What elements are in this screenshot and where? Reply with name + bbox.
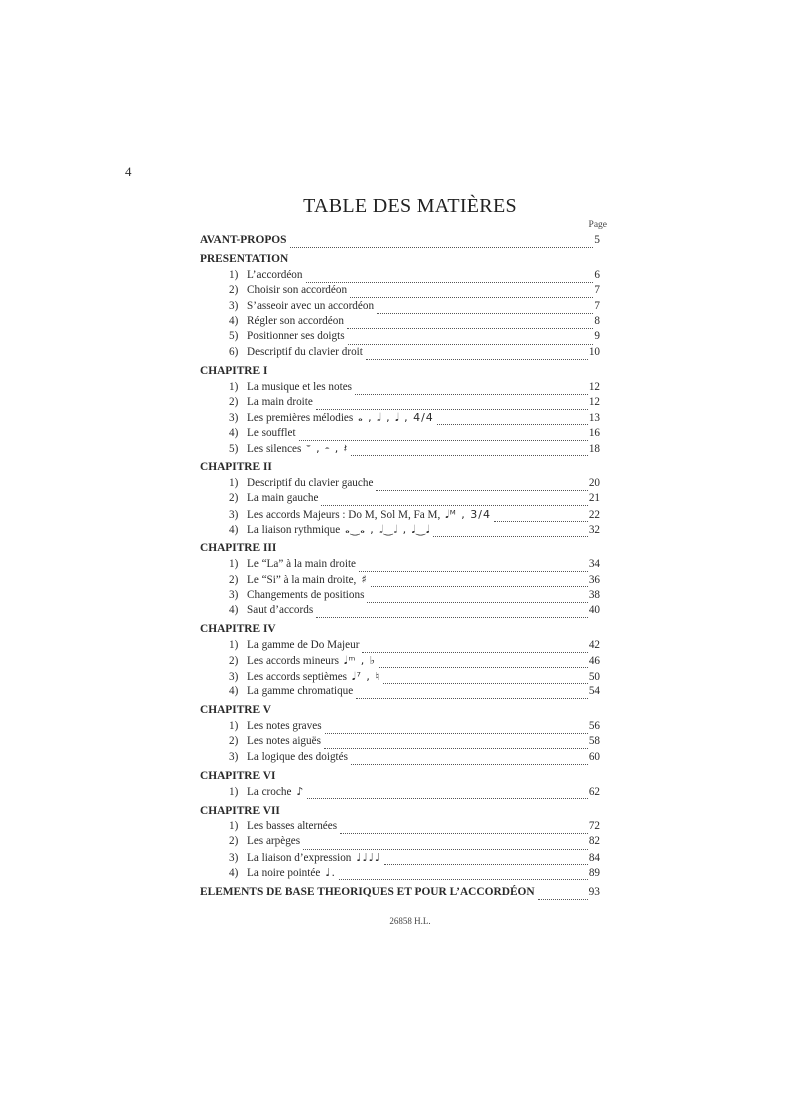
toc-entry[interactable]: 1) La gamme de Do Majeur 42 [200,639,600,654]
tied-notes-icon: 𝅝‿𝅝 , 𝅗𝅥‿𝅗𝅥 , 𝅘𝅥‿𝅘𝅥 [345,523,431,537]
toc-entry[interactable]: 5) Les silences 𝄻 , 𝄼 , 𝄽 18 [229,442,600,456]
toc-entry[interactable]: 1) L’accordéon 6 [200,269,600,284]
section-heading-chapitre-7: CHAPITRE VII [200,804,280,817]
toc-entry[interactable]: 3) Les accords Majeurs : Do M, Sol M, Fa M, 𝅘𝅥ᴹ , 3/4 22 [229,507,600,521]
dotted-quarter-note-icon: ♩. [325,866,336,880]
section-heading-chapitre-3: CHAPITRE III [200,542,277,555]
toc-entry[interactable]: 2) Le “Si” à la main droite, ♯ 36 [229,573,600,587]
toc-entry[interactable]: 6) Descriptif du clavier droit 10 [200,346,600,361]
toc-entry[interactable]: 4) La liaison rythmique 𝅝‿𝅝 , 𝅗𝅥‿𝅗𝅥 , 𝅘𝅥‿𝅘𝅥 32 [229,523,600,537]
section-heading-chapitre-6: CHAPITRE VI [200,769,276,782]
toc-entry[interactable]: 5) Positionner ses doigts 9 [200,330,600,345]
eighth-note-icon: ♪ [296,785,305,799]
toc-entry[interactable]: 4) La noire pointée ♩. 89 [229,866,600,880]
toc-entry[interactable]: 3) Les premières mélodies 𝅝 , 𝅗𝅥 , 𝅘𝅥 , 4/4 13 [229,411,600,425]
minor-chord-flat-icon: 𝅘𝅥ᵐ , ♭ [343,654,376,668]
major-chord-icon: 𝅘𝅥ᴹ , 3/4 [445,507,491,521]
toc-entry[interactable]: 2) Choisir son accordéon 7 [200,284,600,299]
section-heading-presentation: PRESENTATION [200,253,289,266]
toc-entry-avant-propos[interactable]: AVANT-PROPOS 5 [200,234,600,249]
page-column-label: Page [588,220,607,230]
section-heading-chapitre-5: CHAPITRE V [200,704,271,717]
toc-entry[interactable]: 1) La musique et les notes 12 [200,381,600,396]
toc-entry[interactable]: 2) La main droite 12 [200,396,600,411]
toc-entry[interactable]: 2) Les arpèges 82 [200,835,600,850]
toc-entry[interactable]: 1) Les notes graves 56 [200,720,600,735]
toc-entry[interactable]: 3) Changements de positions 38 [200,589,600,604]
music-rests-icon: 𝄻 , 𝄼 , 𝄽 [306,442,349,456]
toc-entry[interactable]: 3) S’asseoir avec un accordéon 7 [200,300,600,315]
sharp-icon: ♯ [361,573,368,587]
leader-dots [290,239,594,248]
table-of-contents [200,234,600,901]
toc-entry[interactable]: 3) La logique des doigtés 60 [200,751,600,766]
publisher-reference: 26858 H.L. [389,916,431,926]
toc-entry[interactable]: 3) Les accords septièmes 𝅘𝅥⁷ , ♮ 50 [229,669,600,683]
toc-entry[interactable]: 1) Le “La” à la main droite 34 [200,558,600,573]
toc-entry-elements[interactable]: ELEMENTS DE BASE THEORIQUES ET POUR L’ACCORDÉON 93 [200,886,600,901]
toc-entry[interactable]: 2) Les notes aiguës 58 [200,735,600,750]
toc-entry[interactable]: 4) Saut d’accords 40 [200,604,600,619]
leader-dots [538,891,588,900]
toc-entry[interactable]: 3) La liaison d’expression ♩♩♩♩ 84 [229,850,600,864]
page-title: TABLE DES MATIÈRES [303,195,517,217]
page-number: 4 [125,164,132,179]
section-heading-chapitre-4: CHAPITRE IV [200,623,276,636]
slurred-quarter-notes-icon: ♩♩♩♩ [356,850,382,864]
toc-entry[interactable]: 1) La croche ♪ 62 [229,785,600,799]
toc-entry[interactable]: 4) Le soufflet 16 [200,427,600,442]
toc-entry[interactable]: 4) Régler son accordéon 8 [200,315,600,330]
section-heading-chapitre-2: CHAPITRE II [200,461,272,474]
music-notes-icon: 𝅝 , 𝅗𝅥 , 𝅘𝅥 , 4/4 [358,411,434,425]
toc-entry[interactable]: 2) Les accords mineurs 𝅘𝅥ᵐ , ♭ 46 [229,654,600,668]
toc-entry[interactable]: 2) La main gauche 21 [200,492,600,507]
section-heading-chapitre-1: CHAPITRE I [200,365,268,378]
seventh-chord-natural-icon: 𝅘𝅥⁷ , ♮ [352,669,381,683]
toc-entry[interactable]: 1) Descriptif du clavier gauche 20 [200,477,600,492]
toc-entry[interactable]: 1) Les basses alternées 72 [200,820,600,835]
toc-entry[interactable]: 4) La gamme chromatique 54 [200,685,600,700]
